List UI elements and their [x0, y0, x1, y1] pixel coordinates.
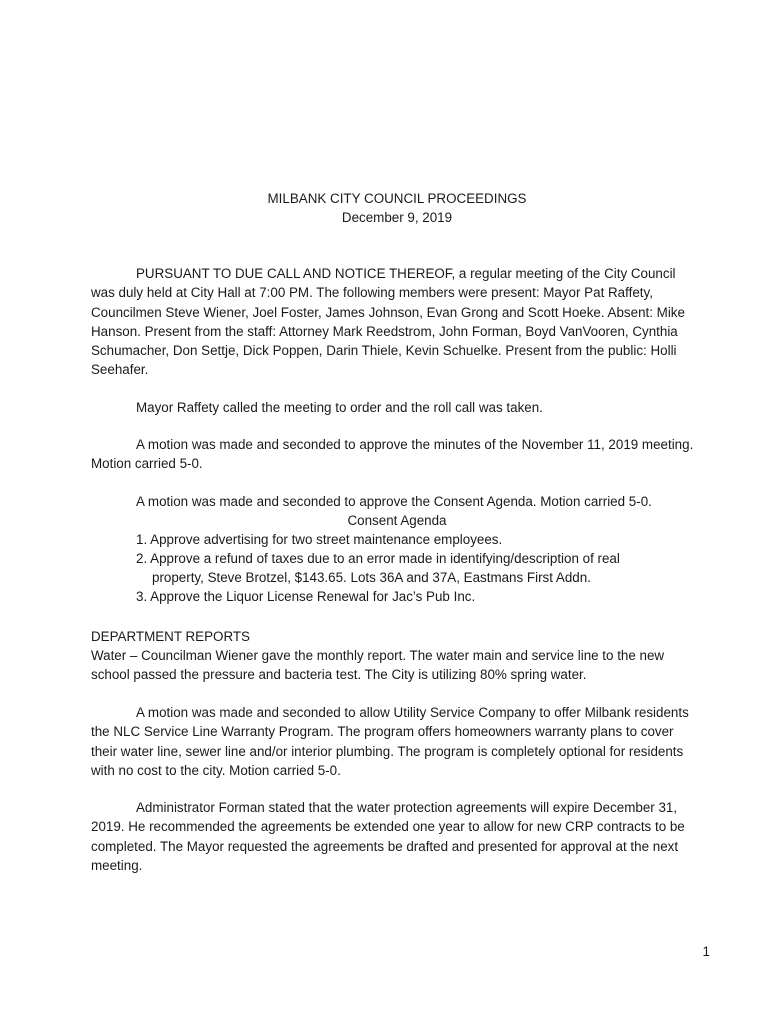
page-number: 1 — [702, 944, 710, 959]
utility-motion-paragraph: A motion was made and seconded to allow Utility Service Company to offer Milbank residents the NLC Service Line Warranty Program. The program offers homeowners warranty plans to cover their water line, sewer line and/or interior plumbing. The program is completely optional for residents with no cost to the city. Motion carried 5-0. — [91, 705, 689, 778]
consent-motion-paragraph: A motion was made and seconded to approve the Consent Agenda. Motion carried 5-0. — [136, 494, 652, 509]
administrator-paragraph: Administrator Forman stated that the water protection agreements will expire December 31, 2019. He recommended the agreements be extended one year to allow for new CRP contracts to be completed. The Mayor requested the agreements be drafted and presented for approval at the next meeting. — [91, 800, 685, 873]
department-reports-heading: DEPARTMENT REPORTS — [91, 629, 250, 644]
document-date: December 9, 2019 — [341, 210, 453, 225]
opening-paragraph: PURSUANT TO DUE CALL AND NOTICE THEREOF, a regular meeting of the City Council was duly held at City Hall at 7:00 PM. The following members were present: Mayor Pat Raffety, Councilmen Steve Wiener, Joel Foster, James Johnson, Evan Grong and Scott Hoeke. Absent: Mike Hanson. Present from the staff: Attorney Mark Reedstrom, John Forman, Boyd VanVooren, Cynthia Schumacher, Don Settje, Dick Poppen, Darin Thiele, Kevin Schuelke. Present from the public: Holli Seehafer. — [91, 266, 685, 378]
consent-agenda-item-1: 1. Approve advertising for two street maintenance employees. — [136, 532, 503, 547]
minutes-motion-paragraph: A motion was made and seconded to approve the minutes of the November 11, 2019 meeting. Motion carried 5-0. — [91, 437, 694, 472]
consent-agenda-item-2-continued: property, Steve Brotzel, $143.65. Lots 36A and 37A, Eastmans First Addn. — [152, 570, 591, 585]
water-report-paragraph: Water – Councilman Wiener gave the monthly report. The water main and service line to the new school passed the pressure and bacteria test. The City is utilizing 80% spring water. — [91, 648, 665, 683]
consent-agenda-item-2: 2. Approve a refund of taxes due to an error made in identifying/description of real — [136, 551, 620, 566]
roll-call-paragraph: Mayor Raffety called the meeting to order and the roll call was taken. — [136, 400, 543, 415]
document-title: MILBANK CITY COUNCIL PROCEEDINGS — [267, 191, 527, 206]
consent-agenda-item-3: 3. Approve the Liquor License Renewal for Jac’s Pub Inc. — [136, 589, 476, 604]
consent-agenda-heading: Consent Agenda — [347, 513, 447, 528]
